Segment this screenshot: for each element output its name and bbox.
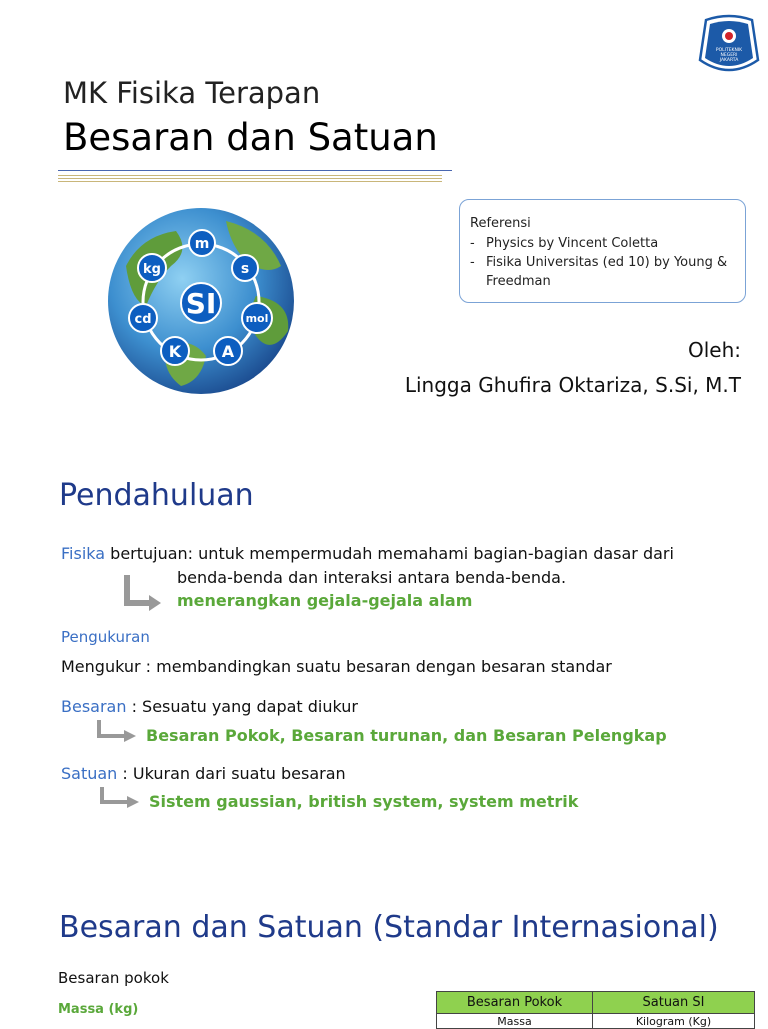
satuan-line <box>61 764 346 783</box>
logo-text-2: NEGERI <box>720 53 738 58</box>
besaran-pokok-table <box>436 991 755 1029</box>
besaran-note: Besaran Pokok, Besaran turunan, dan Besaran Pelengkap <box>146 726 667 745</box>
unit-mol: mol <box>245 312 269 325</box>
fisika-line <box>61 544 674 563</box>
logo-text-3: JAKARTA <box>719 58 739 63</box>
unit-k: K <box>168 342 182 361</box>
mengukur-text: Mengukur : membandingkan suatu besaran dengan besaran standar <box>61 657 612 676</box>
fisika-term: Fisika <box>61 544 106 563</box>
section-heading-si: Besaran dan Satuan (Standar Internasional) <box>59 910 719 945</box>
reference-item-text: Physics by Vincent Coletta <box>486 236 659 251</box>
reference-item: - Fisika Universitas (ed 10) by Young & Freedman <box>470 253 733 291</box>
unit-cd: cd <box>134 312 152 327</box>
bent-arrow-icon <box>96 720 138 742</box>
unit-a: A <box>221 342 235 361</box>
table-header-besaran: Besaran Pokok <box>437 992 593 1014</box>
table-cell: Kilogram (Kg) <box>593 1014 755 1029</box>
reference-item-text: Fisika Universitas (ed 10) by Young & Freedman <box>486 255 728 289</box>
author-name: Lingga Ghufira Oktariza, S.Si, M.T <box>404 373 741 397</box>
reference-item: - Physics by Vincent Coletta <box>470 236 659 251</box>
politeknik-logo <box>696 14 762 76</box>
reference-box <box>459 199 746 303</box>
title-rule-2 <box>58 178 442 179</box>
logo-text-1: POLITEKNIK <box>715 48 743 53</box>
satuan-text: : Ukuran dari suatu besaran <box>122 764 346 783</box>
section-heading-pendahuluan: Pendahuluan <box>59 478 254 513</box>
globe-center-si: SI <box>185 287 217 320</box>
massa-label: Massa (kg) <box>58 1002 139 1017</box>
unit-kg: kg <box>143 262 161 277</box>
bent-arrow-icon <box>123 575 163 611</box>
besaran-line <box>61 697 358 716</box>
satuan-note: Sistem gaussian, british system, system metrik <box>149 792 579 811</box>
fisika-text-2: benda-benda dan interaksi antara benda-benda. <box>177 568 567 587</box>
title-rule-blue <box>58 170 452 171</box>
slide-title: Besaran dan Satuan <box>63 116 438 159</box>
besaran-term: Besaran <box>61 697 127 716</box>
reference-title: Referensi <box>470 216 531 231</box>
unit-m: m <box>194 236 210 252</box>
title-rule-3 <box>58 181 442 182</box>
fisika-note: menerangkan gejala-gejala alam <box>177 591 473 610</box>
besaran-text: : Sesuatu yang dapat diukur <box>131 697 359 716</box>
fisika-text: bertujuan: untuk mempermudah memahami bagian-bagian dasar dari <box>110 544 674 563</box>
pengukuran-term: Pengukuran <box>61 628 150 646</box>
si-globe-image <box>106 206 296 396</box>
title-rule-1 <box>58 175 442 176</box>
besaran-pokok-label: Besaran pokok <box>58 969 169 987</box>
bent-arrow-icon <box>99 787 141 809</box>
satuan-term: Satuan <box>61 764 118 783</box>
table-header-satuan: Satuan SI <box>593 992 755 1014</box>
by-label: Oleh: <box>687 338 741 362</box>
table-row <box>437 1014 755 1029</box>
table-cell: Massa <box>437 1014 593 1029</box>
unit-s: s <box>240 261 250 277</box>
course-subtitle: MK Fisika Terapan <box>63 76 321 110</box>
